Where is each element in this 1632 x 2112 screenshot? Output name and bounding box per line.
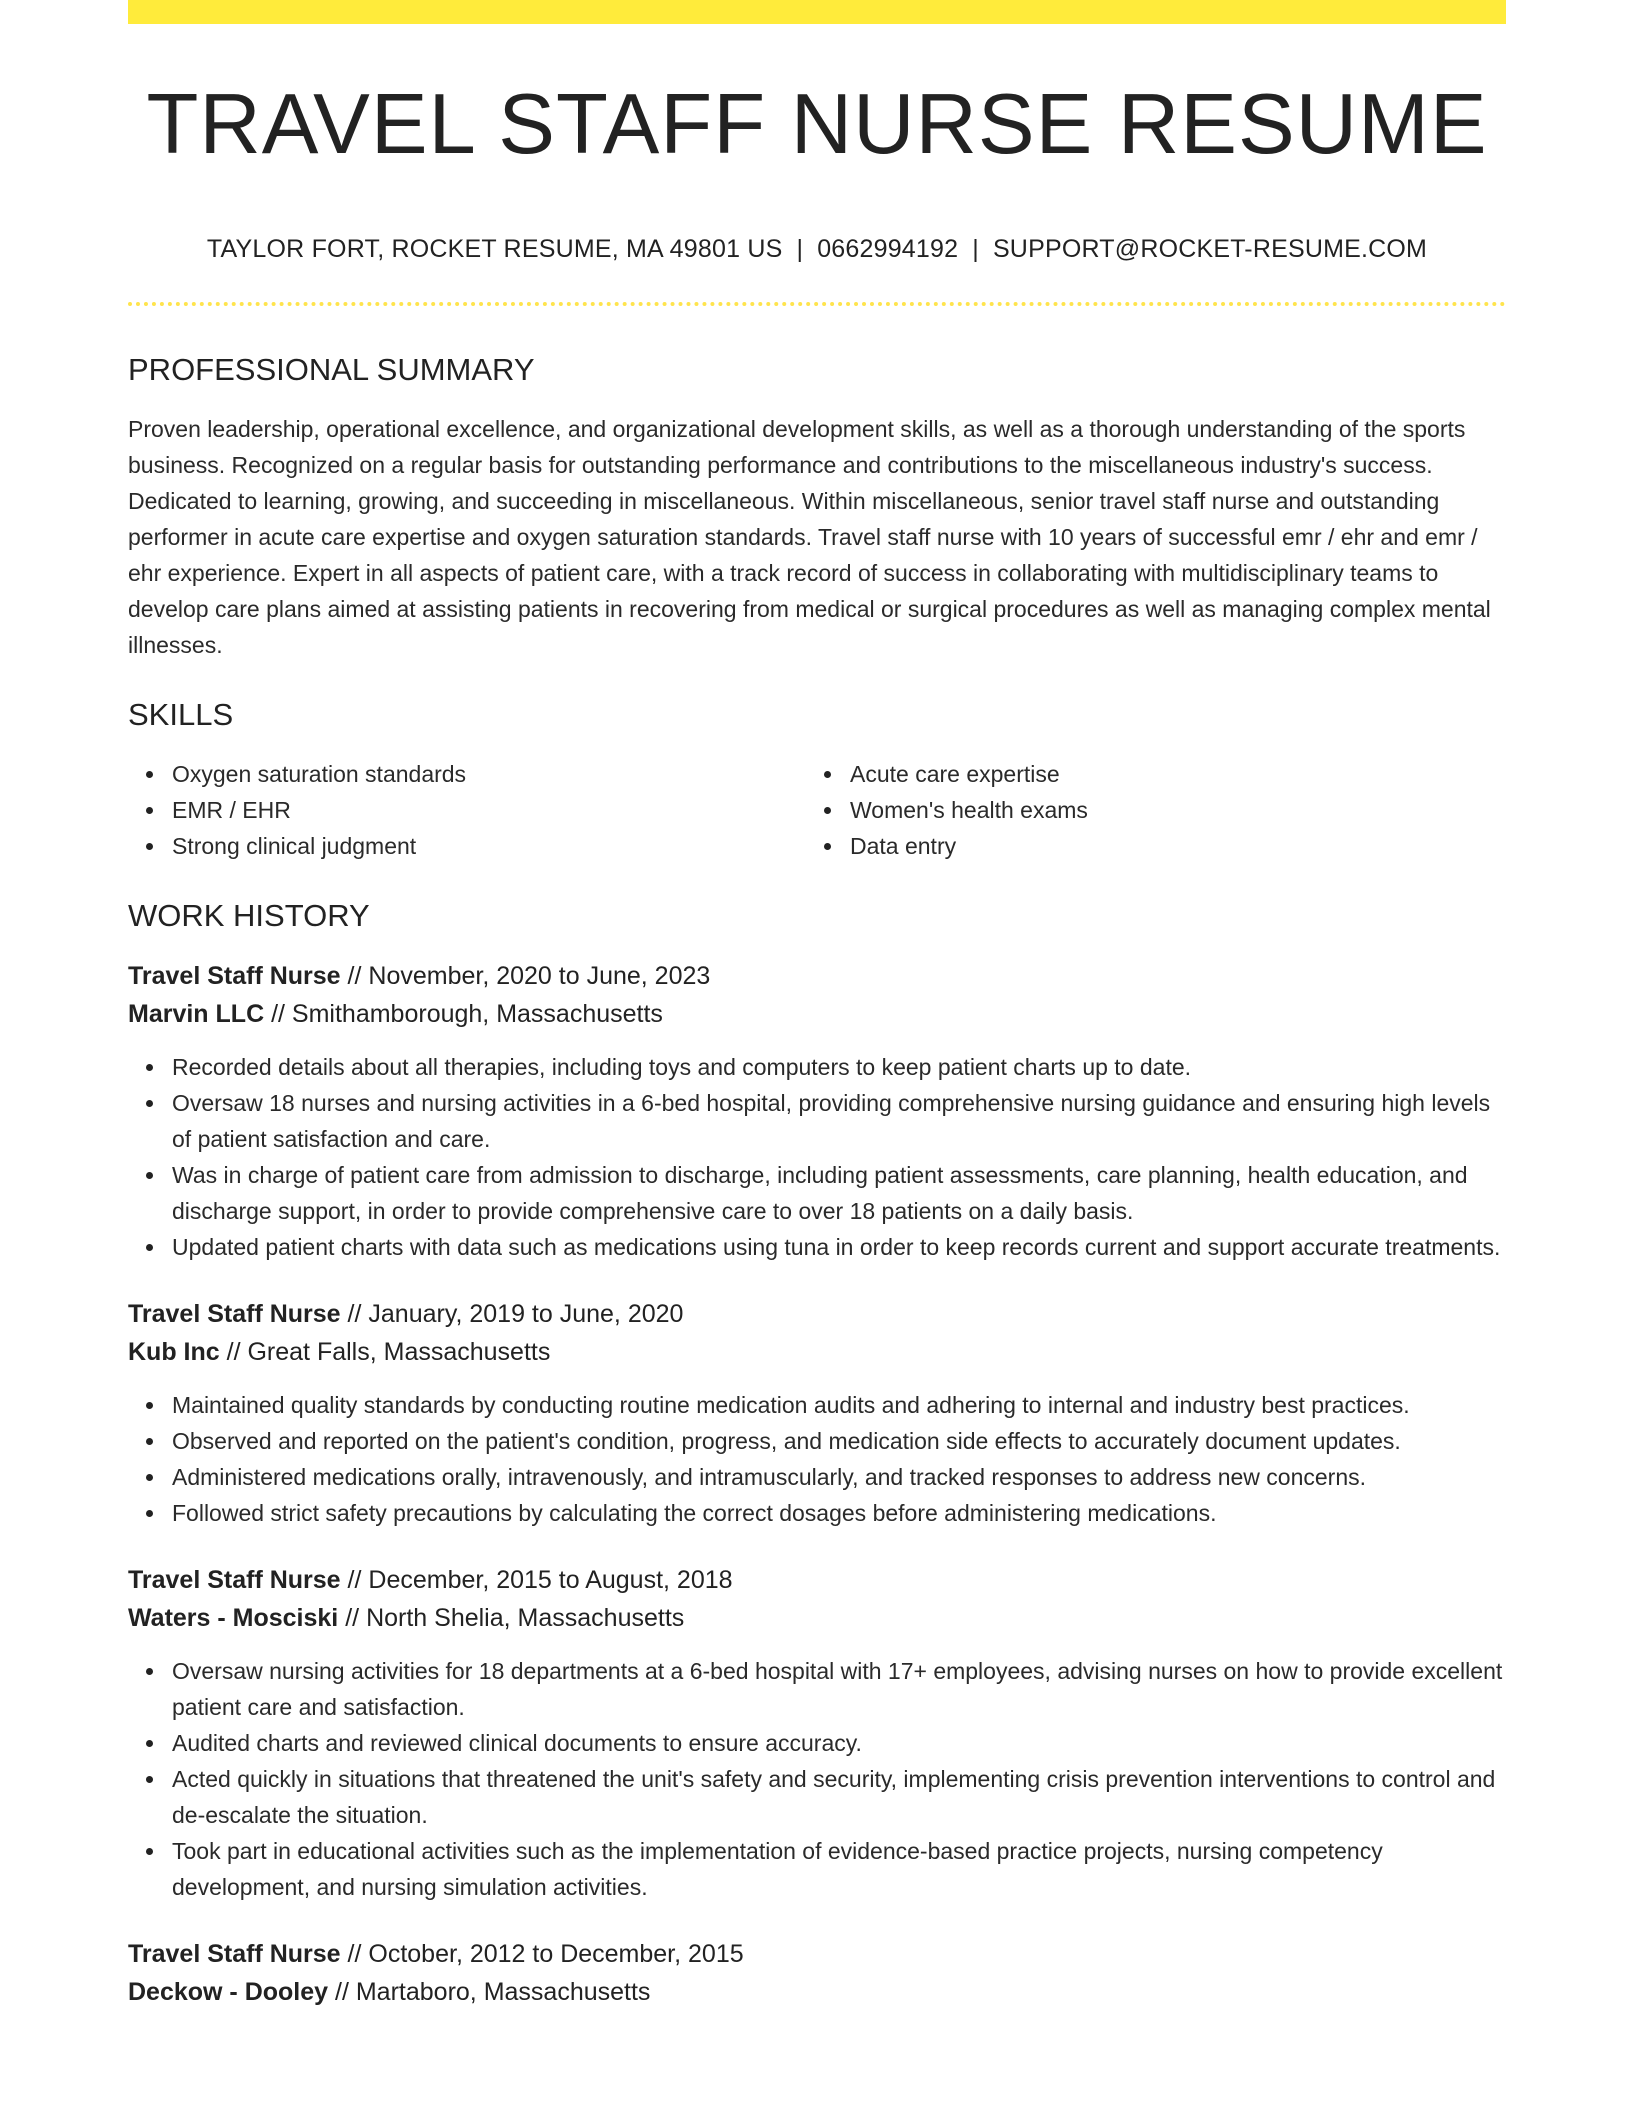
job-title: Travel Staff Nurse xyxy=(128,1300,341,1328)
job-company: Deckow - Dooley xyxy=(128,1978,329,2006)
skill-item: Acute care expertise xyxy=(850,756,1484,792)
summary-text: Proven leadership, operational excellence, and organizational development skills, as well as a thorough understanding of the sports business. Recognized on a regular basis for outstanding performance and contributions to the miscellaneous industry's success. Dedicated to learning, growing, and succeeding in miscellaneous. Within miscellaneous, senior travel staff nurse and outstanding performer in acute care expertise and oxygen saturation standards. Travel staff nurse with 10 years of successful emr / ehr and emr / ehr experience. Expert in all aspects of patient care, with a track record of success in collaborating with multidisciplinary teams to develop care plans aimed at assisting patients in recovering from medical or surgical procedures as well as managing complex mental illnesses. xyxy=(128,416,1491,658)
job-delimiter: // xyxy=(219,1338,248,1366)
skills-column-right xyxy=(806,756,1484,864)
contact-separator: | xyxy=(972,235,979,263)
skill-item: Women's health exams xyxy=(850,792,1484,828)
skills-column-left xyxy=(128,756,806,864)
skill-item: EMR / EHR xyxy=(172,792,806,828)
job-bullet: Took part in educational activities such as the implementation of evidence-based practice projects, nursing competency development, and nursing simulation activities. xyxy=(172,1833,1506,1905)
skills-heading: SKILLS xyxy=(128,697,234,732)
job-bullet: Followed strict safety precautions by calculating the correct dosages before administering medications. xyxy=(172,1495,1506,1531)
job-company: Waters - Mosciski xyxy=(128,1604,339,1632)
job-delimiter: // xyxy=(328,1978,356,2006)
job-bullet: Observed and reported on the patient's condition, progress, and medication side effects to accurately document updates. xyxy=(172,1423,1506,1459)
skill-item: Strong clinical judgment xyxy=(172,828,806,864)
job-company-line xyxy=(128,1333,1506,1371)
job-bullet: Updated patient charts with data such as medications using tuna in order to keep records current and support accurate treatments. xyxy=(172,1229,1506,1265)
job-bullet: Oversaw 18 nurses and nursing activities in a 6-bed hospital, providing comprehensive nursing guidance and ensuring high levels of patient satisfaction and care. xyxy=(172,1085,1506,1157)
job-delimiter: // xyxy=(340,1300,369,1328)
summary-heading: PROFESSIONAL SUMMARY xyxy=(128,352,535,387)
job-location: Martaboro, Massachusetts xyxy=(355,1978,651,2006)
job-title: Travel Staff Nurse xyxy=(128,1566,341,1594)
job-title-line xyxy=(128,1561,1506,1599)
job-bullet: Recorded details about all therapies, including toys and computers to keep patient charts up to date. xyxy=(172,1049,1506,1085)
job-bullet: Audited charts and reviewed clinical documents to ensure accuracy. xyxy=(172,1725,1506,1761)
job-entry xyxy=(128,1561,1506,1905)
job-delimiter: // xyxy=(340,1566,369,1594)
job-bullet: Acted quickly in situations that threatened the unit's safety and security, implementing crisis prevention interventions to control and de-escalate the situation. xyxy=(172,1761,1506,1833)
top-accent-bar xyxy=(128,0,1506,24)
job-bullet: Administered medications orally, intravenously, and intramuscularly, and tracked responses to address new concerns. xyxy=(172,1459,1506,1495)
job-bullets xyxy=(128,1387,1506,1531)
work-history-heading: WORK HISTORY xyxy=(128,898,370,933)
job-company: Kub Inc xyxy=(128,1338,220,1366)
skill-item: Oxygen saturation standards xyxy=(172,756,806,792)
job-entry xyxy=(128,1935,1506,2011)
job-title: Travel Staff Nurse xyxy=(128,962,341,990)
contact-line xyxy=(128,235,1506,264)
contact-address: TAYLOR FORT, ROCKET RESUME, MA 49801 US xyxy=(206,235,783,263)
job-bullet: Maintained quality standards by conducting routine medication audits and adhering to internal and industry best practices. xyxy=(172,1387,1506,1423)
job-location: North Shelia, Massachusetts xyxy=(366,1604,685,1632)
job-title-line xyxy=(128,1295,1506,1333)
contact-email: SUPPORT@ROCKET-RESUME.COM xyxy=(992,235,1428,263)
job-delimiter: // xyxy=(340,962,369,990)
job-company-line xyxy=(128,1599,1506,1637)
job-bullet: Oversaw nursing activities for 18 departments at a 6-bed hospital with 17+ employees, advising nurses on how to provide excellent patient care and satisfaction. xyxy=(172,1653,1506,1725)
job-dates: October, 2012 to December, 2015 xyxy=(368,1940,744,1968)
contact-separator: | xyxy=(796,235,804,263)
job-dates: January, 2019 to June, 2020 xyxy=(368,1300,684,1328)
contact-phone: 0662994192 xyxy=(817,235,959,263)
skills-grid xyxy=(128,756,1506,864)
job-company-line xyxy=(128,1973,1506,2011)
job-location: Smithamborough, Massachusetts xyxy=(291,1000,663,1028)
job-location: Great Falls, Massachusetts xyxy=(247,1338,551,1366)
job-dates: December, 2015 to August, 2018 xyxy=(368,1566,733,1594)
job-company-line xyxy=(128,995,1506,1033)
job-entry xyxy=(128,1295,1506,1531)
job-company: Marvin LLC xyxy=(128,1000,265,1028)
skill-item: Data entry xyxy=(850,828,1484,864)
job-title-line xyxy=(128,1935,1506,1973)
dotted-divider xyxy=(128,302,1506,306)
resume-page xyxy=(128,0,1506,2011)
job-delimiter: // xyxy=(338,1604,367,1632)
resume-title: TRAVEL STAFF NURSE RESUME xyxy=(146,77,1488,172)
job-delimiter: // xyxy=(264,1000,292,1028)
job-bullet: Was in charge of patient care from admission to discharge, including patient assessments, care planning, health education, and discharge support, in order to provide comprehensive care to over 18 patients on a daily basis. xyxy=(172,1157,1506,1229)
job-title-line xyxy=(128,957,1506,995)
job-bullets xyxy=(128,1049,1506,1265)
job-entry xyxy=(128,957,1506,1265)
job-dates: November, 2020 to June, 2023 xyxy=(368,962,711,990)
job-bullets xyxy=(128,1653,1506,1905)
job-title: Travel Staff Nurse xyxy=(128,1940,341,1968)
job-delimiter: // xyxy=(340,1940,369,1968)
